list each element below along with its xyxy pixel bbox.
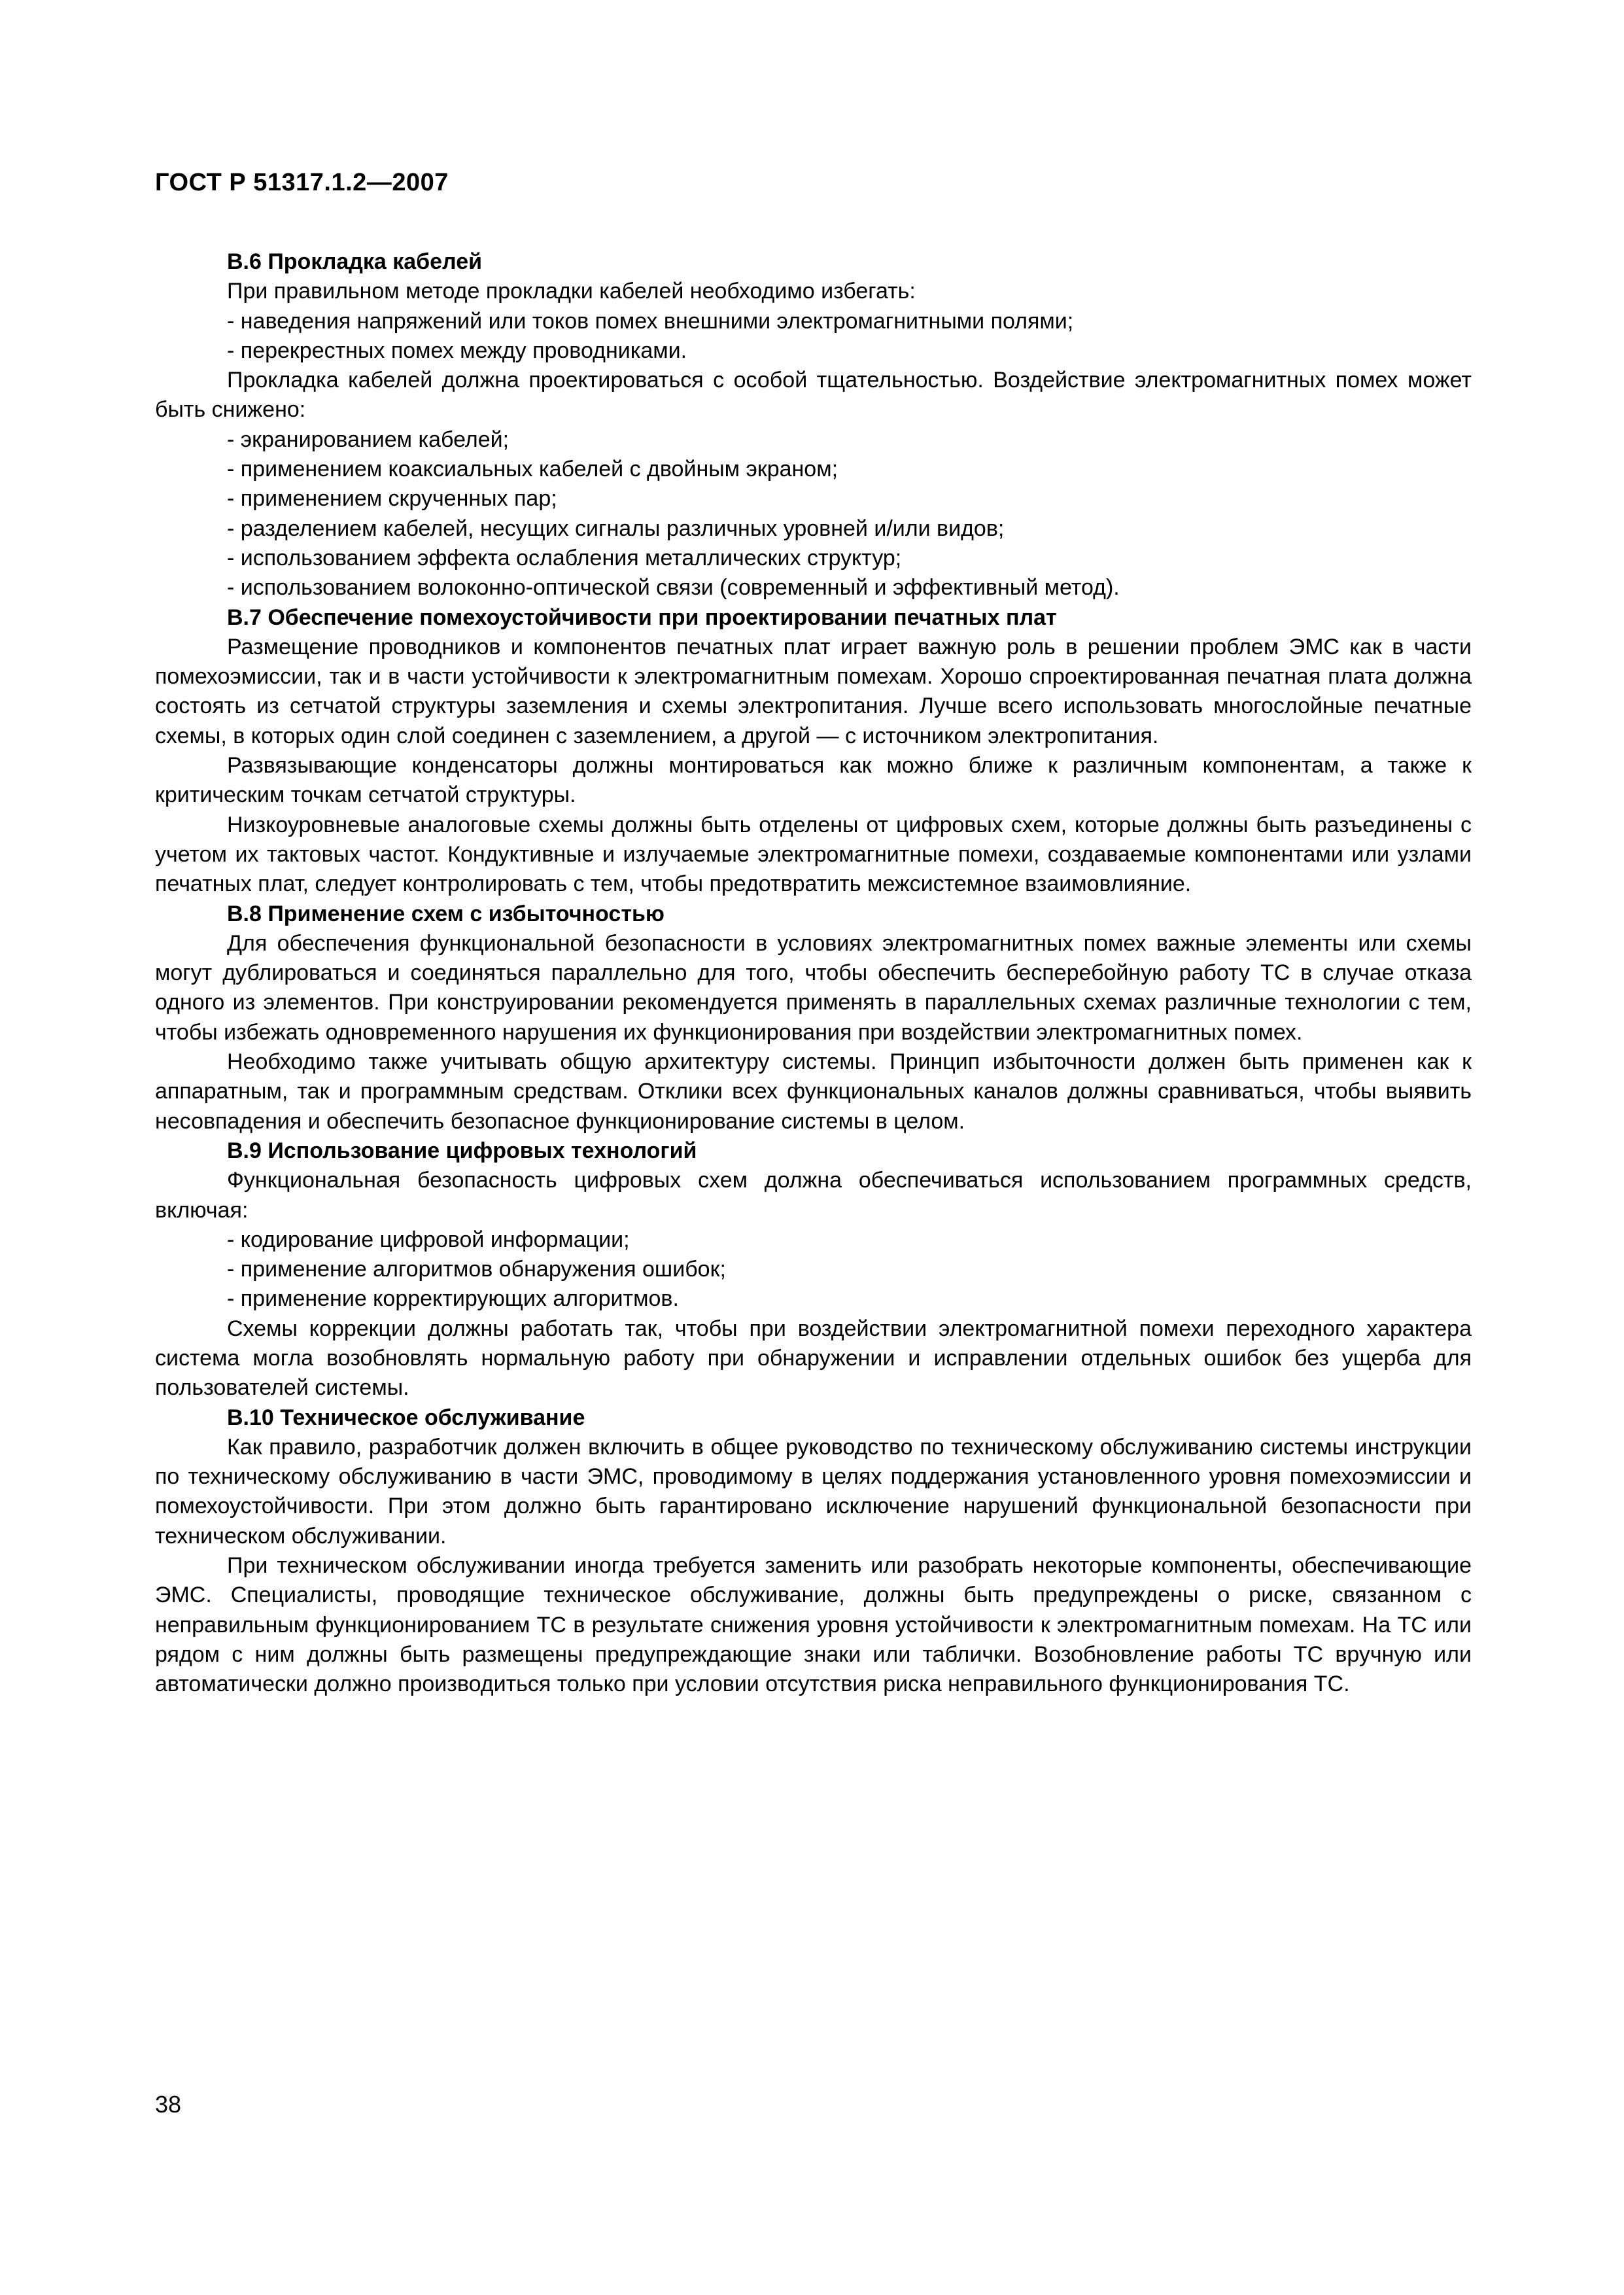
paragraph: Для обеспечения функциональной безопасности в условиях электромагнитных помех важные элементы или схемы могут дублироваться и соединяться параллельно для того, чтобы обеспечить бесперебойную работу ТС в случае отказа одного из элементов. При конструировании рекомендуется применять в параллельных схемах различные технологии с тем, чтобы избежать одновременного нарушения их функционирования при воздействии электромагнитных помех. (155, 930, 1472, 1045)
paragraph: При правильном методе прокладки кабелей необходимо избегать: (227, 279, 916, 304)
document-body (155, 247, 1472, 1700)
list-item: - наведения напряжений или токов помех внешними электромагнитными полями; (227, 308, 1074, 334)
list-item: - разделением кабелей, несущих сигналы различных уровней и/или видов; (227, 516, 1005, 541)
paragraph: Необходимо также учитывать общую архитектуру системы. Принцип избыточности должен быть применен как к аппаратным, так и программным средствам. Отклики всех функциональных каналов должны сравниваться, чтобы выявить несовпадения и обеспечить безопасное функционирование системы в целом. (155, 1049, 1472, 1134)
section-heading-b6: В.6 Прокладка кабелей (227, 249, 483, 274)
paragraph: Функциональная безопасность цифровых схем должна обеспечиваться использованием программных средств, включая: (155, 1168, 1472, 1223)
list-item: - кодирование цифровой информации; (227, 1227, 630, 1252)
section-heading-b8: В.8 Применение схем с избыточностью (227, 901, 665, 926)
list-item: - применение корректирующих алгоритмов. (227, 1286, 679, 1312)
paragraph: Развязывающие конденсаторы должны монтироваться как можно ближе к различным компонентам, а также к критическим точкам сетчатой структуры. (155, 753, 1472, 808)
page-number: 38 (155, 2091, 182, 2118)
section-heading-b9: В.9 Использование цифровых технологий (227, 1138, 697, 1163)
paragraph: При техническом обслуживании иногда требуется заменить или разобрать некоторые компоненты, обеспечивающие ЭМС. Специалисты, проводящие техническое обслуживание, должны быть предупреждены о риске, связанном с неправильным функционированием ТС в результате снижения уровня устойчивости к электромагнитным помехам. На ТС или рядом с ним должны быть размещены предупреждающие знаки или таблички. Возобновление работы ТС вручную или автоматически должно производиться только при условии отсутствия риска неправильного функционирования ТС. (155, 1553, 1472, 1697)
list-item: - экранированием кабелей; (227, 427, 510, 452)
paragraph: Прокладка кабелей должна проектироваться с особой тщательностью. Воздействие электромагнитных помех может быть снижено: (155, 368, 1472, 423)
list-item: - использованием волоконно-оптической связи (современный и эффективный метод). (227, 575, 1120, 601)
paragraph: Размещение проводников и компонентов печатных плат играет важную роль в решении проблем ЭМС как в части помехоэмиссии, так и в части устойчивости к электромагнитным помехам. Хорошо спроектированная печатная плата должна состоять из сетчатой структуры заземления и схемы электропитания. Лучше всего использовать многослойные печатные схемы, в которых один слой соединен с заземлением, а другой — с источником электропитания. (155, 634, 1472, 748)
list-item: - применением коаксиальных кабелей с двойным экраном; (227, 457, 838, 482)
paragraph: Схемы коррекции должны работать так, чтобы при воздействии электромагнитной помехи переходного характера система могла возобновлять нормальную работу при обнаружении и исправлении отдельных ошибок без ущерба для пользователей системы. (155, 1316, 1472, 1401)
list-item: - использованием эффекта ослабления металлических структур; (227, 545, 902, 570)
document-header: ГОСТ Р 51317.1.2—2007 (155, 169, 449, 196)
paragraph: Как правило, разработчик должен включить в общее руководство по техническому обслуживанию системы инструкции по техническому обслуживанию в части ЭМС, проводимому в целях поддержания установленного уровня помехоэмиссии и помехоустойчивости. При этом должно быть гарантировано исключение нарушений функциональной безопасности при техническом обслуживании. (155, 1434, 1472, 1549)
list-item: - применением скрученных пар; (227, 486, 557, 512)
section-heading-b10: В.10 Техническое обслуживание (227, 1405, 585, 1430)
list-item: - перекрестных помех между проводниками. (227, 338, 687, 363)
section-heading-b7: В.7 Обеспечение помехоустойчивости при проектировании печатных плат (227, 604, 1057, 630)
paragraph: Низкоуровневые аналоговые схемы должны быть отделены от цифровых схем, которые должны быть разъединены с учетом их тактовых частот. Кондуктивные и излучаемые электромагнитные помехи, создаваемые компонентами или узлами печатных плат, следует контролировать с тем, чтобы предотвратить межсистемное взаимовлияние. (155, 812, 1472, 897)
list-item: - применение алгоритмов обнаружения ошибок; (227, 1257, 726, 1282)
